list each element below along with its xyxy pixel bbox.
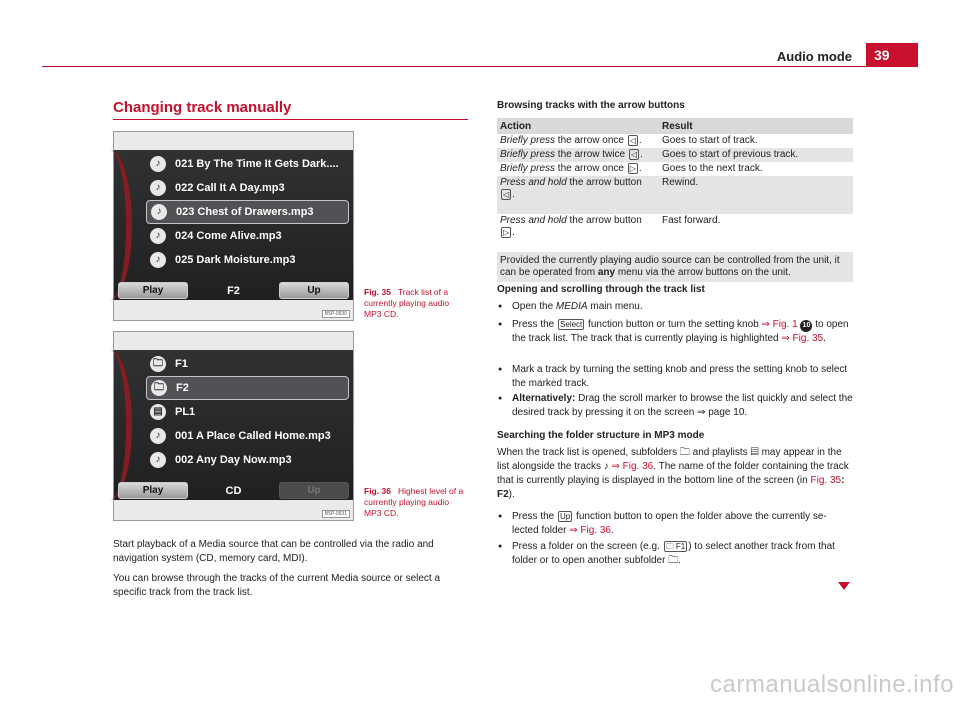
- folder-name: : F2: [497, 475, 845, 500]
- figure-number: Fig. 35: [364, 287, 391, 297]
- folder-structure-paragraph: [497, 446, 853, 502]
- figure-reference-link[interactable]: ⇒ Fig. 36: [569, 525, 611, 536]
- list-item-label: 002 Any Day Now.mp3: [175, 454, 292, 466]
- folder-icon: 🗀: [150, 356, 166, 372]
- music-note-icon: ♪: [150, 428, 166, 444]
- section-heading: Changing track manually: [113, 99, 292, 116]
- bullet-press-select: ● Press the Select function button or turn the setting knob ⇒ Fig. 1 10 to open the track list. The track that is currently playing is highlighted ⇒ Fig. 35.: [497, 318, 853, 346]
- figure-caption: [364, 287, 466, 320]
- arrow-right-key-icon: ▷: [629, 164, 636, 173]
- action-text: the arrow twice: [555, 149, 628, 160]
- arrow-left-key-icon: ◁: [503, 190, 510, 199]
- list-item-label: 021 By The Time It Gets Dark....: [175, 158, 339, 170]
- action-text: the arrow once: [555, 163, 627, 174]
- figure-reference-link[interactable]: ⇒ Fig. 1: [761, 319, 798, 330]
- list-item-selected[interactable]: [146, 200, 349, 224]
- list-item[interactable]: [146, 248, 349, 272]
- figure-reference-link[interactable]: ⇒ Fig. 36: [611, 461, 654, 472]
- menu-name: MEDIA: [555, 301, 588, 312]
- up-button[interactable]: Up: [279, 282, 349, 299]
- subheading-search-folders: Searching the folder structure in MP3 mode: [497, 430, 705, 441]
- action-emphasis: Press and hold: [500, 215, 567, 226]
- bullet-open-media: [497, 300, 853, 314]
- play-button[interactable]: Play: [118, 282, 188, 299]
- bullet-press-up: ● Press the Up function button to open the folder above the currently se-lected folder ⇒ Fig. 36.: [497, 510, 853, 538]
- figure-35-screen: [113, 131, 354, 321]
- action-cell: Press and hold the arrow button ▷ .: [497, 214, 659, 252]
- table-row: [497, 148, 853, 162]
- screen-bottom-bar: [114, 281, 353, 300]
- list-item-label: 025 Dark Moisture.mp3: [175, 254, 296, 266]
- bullet-text: Open the: [512, 301, 556, 312]
- list-item[interactable]: [146, 352, 349, 376]
- current-folder-label: F2: [227, 284, 240, 297]
- screen-bottom-bar: [114, 481, 353, 500]
- subheading-open-track-list: Opening and scrolling through the track list: [497, 284, 705, 295]
- note-text: Provided the currently playing audio source can be controlled from the unit, it can be operated from: [500, 255, 840, 278]
- intro-paragraph: Start playback of a Media source that can be controlled via the radio and navigation system (CD, memory card, MDI).: [113, 539, 434, 564]
- folder-icon: 🗀: [679, 447, 690, 458]
- list-item[interactable]: [146, 176, 349, 200]
- list-item-selected[interactable]: [146, 376, 349, 400]
- note-text: menu via the arrow buttons on the unit.: [615, 267, 791, 278]
- list-item-label: 001 A Place Called Home.mp3: [175, 430, 331, 442]
- action-text: the arrow button: [566, 215, 642, 226]
- figure-caption-text: Highest level of a currently playing audio MP3 CD.: [364, 486, 464, 518]
- section-title: Audio mode: [776, 49, 852, 64]
- up-key-icon: Up: [560, 512, 571, 521]
- music-note-icon: ♪: [150, 228, 166, 244]
- table-row: [497, 214, 853, 252]
- list-item-label: 023 Chest of Drawers.mp3: [176, 206, 314, 218]
- figure-reference-link[interactable]: ⇒ Fig. 35: [781, 333, 824, 344]
- action-emphasis: Briefly press: [500, 149, 556, 160]
- bullet-text: main menu.: [587, 301, 643, 312]
- table-note-row: [497, 252, 853, 282]
- watermark: carmanualsonline.info: [710, 671, 954, 698]
- paragraph-text: . The name of the folder containing the track that is currently playing is displayed in the bottom line of the screen (in: [497, 461, 849, 486]
- paragraph-text: When the track list is opened, subfolders: [497, 447, 680, 458]
- folder-key-icon: 🗀 F1: [665, 542, 686, 551]
- table-heading: Browsing tracks with the arrow buttons: [497, 100, 685, 111]
- playlist-icon: ▤: [750, 447, 759, 458]
- display-arc: [88, 150, 132, 300]
- note-emphasis: any: [597, 267, 616, 278]
- list-item-label: 024 Come Alive.mp3: [175, 230, 282, 242]
- list-item-label: PL1: [175, 406, 196, 418]
- music-note-icon: ♪: [150, 452, 166, 468]
- action-cell: Briefly press the arrow once ◁ .: [497, 134, 659, 148]
- display-arc: [88, 350, 132, 500]
- track-list: [146, 152, 349, 272]
- arrow-left-key-icon: ◁: [630, 150, 637, 159]
- list-item[interactable]: [146, 400, 349, 424]
- bullet-text: Press a folder on the screen (e.g.: [512, 541, 663, 552]
- up-button[interactable]: Up: [279, 482, 349, 499]
- figure-36-screen: [113, 331, 354, 521]
- list-item-label: F2: [176, 382, 189, 394]
- header-rule: [42, 66, 918, 67]
- bullet-text: Press the: [512, 511, 558, 522]
- playlist-icon: ▤: [150, 404, 166, 420]
- intro-paragraph: You can browse through the tracks of the current Media source or select a specific track from the track list.: [113, 573, 441, 598]
- figure-caption-text: Track list of a currently playing audio MP3 CD.: [364, 287, 450, 319]
- list-item[interactable]: [146, 152, 349, 176]
- bullet-press-folder: ● Press a folder on the screen (e.g. 🗀 F1 ) to select another track from that folder or to open another subfolder 🗀.: [497, 540, 853, 568]
- figure-caption: [364, 486, 466, 519]
- folder-icon: 🗀: [668, 555, 679, 566]
- bullet-text: to open the track list. The track that is currently playing is highlighted: [512, 319, 849, 344]
- figure-number: Fig. 36: [364, 486, 391, 496]
- action-cell: Press and hold the arrow button ◁ .: [497, 176, 659, 214]
- display-panel: [114, 150, 353, 300]
- list-item-label: F1: [175, 358, 188, 370]
- list-item[interactable]: [146, 448, 349, 472]
- column-header-action: Action: [497, 118, 659, 134]
- folder-list: [146, 352, 349, 472]
- bullet-text: Drag the scroll marker to browse the list quickly and select the desired track by pressing it on the screen ⇒ page 10.: [512, 393, 853, 418]
- bullet-emphasis: Alternatively:: [512, 393, 576, 404]
- music-note-icon: ♪: [150, 180, 166, 196]
- select-key-icon: Select: [560, 320, 583, 329]
- list-item-label: 022 Call It A Day.mp3: [175, 182, 285, 194]
- figure-code: B5P-0531: [322, 510, 350, 518]
- continue-arrow-icon: [838, 582, 850, 590]
- music-note-icon: ♪: [150, 252, 166, 268]
- bullet-alternatively: [497, 392, 853, 420]
- bullet-mark-track: ● Mark a track by turning the setting knob and press the setting knob to select the marked track.: [497, 363, 853, 391]
- action-text: the arrow button: [566, 177, 642, 188]
- table-row: [497, 162, 853, 176]
- list-item[interactable]: [146, 424, 349, 448]
- bullet-text: Press the: [512, 319, 558, 330]
- callout-number-icon: 10: [800, 320, 812, 332]
- action-cell: Briefly press the arrow twice ◁ .: [497, 148, 659, 162]
- current-folder-label: CD: [225, 484, 242, 497]
- action-emphasis: Briefly press: [500, 135, 556, 146]
- display-panel: [114, 350, 353, 500]
- page-number: 39: [866, 43, 918, 67]
- bullet-text: ) to select another track from that folder or to open another subfolder: [512, 541, 835, 566]
- paragraph-text: and playlists: [689, 447, 751, 458]
- figure-reference-link[interactable]: Fig. 35: [810, 475, 842, 486]
- list-item[interactable]: [146, 224, 349, 248]
- play-button[interactable]: Play: [118, 482, 188, 499]
- arrow-right-key-icon: ▷: [503, 228, 510, 237]
- result-cell: Goes to start of previous track.: [659, 148, 853, 162]
- action-emphasis: Press and hold: [500, 177, 567, 188]
- action-emphasis: Briefly press: [500, 163, 556, 174]
- folder-icon: 🗀: [151, 380, 167, 396]
- paragraph-text: ).: [508, 489, 515, 500]
- bullet-text: function button to open the folder above the currently se-lected folder: [512, 511, 827, 536]
- figure-code: B5P-0530: [322, 310, 350, 318]
- arrow-left-key-icon: ◁: [629, 136, 636, 145]
- arrow-buttons-table: [497, 118, 853, 282]
- result-cell: Fast forward.: [659, 214, 853, 252]
- result-cell: Goes to the next track.: [659, 162, 853, 176]
- table-header-row: [497, 118, 853, 134]
- action-cell: Briefly press the arrow once ▷ .: [497, 162, 659, 176]
- heading-rule: [113, 119, 468, 120]
- music-note-icon: ♪: [603, 461, 609, 472]
- music-note-icon: ♪: [150, 156, 166, 172]
- action-text: the arrow once: [555, 135, 627, 146]
- table-row: [497, 134, 853, 148]
- table-note: [497, 252, 853, 282]
- result-cell: Rewind.: [659, 176, 853, 214]
- column-header-result: Result: [659, 118, 853, 134]
- result-cell: Goes to start of track.: [659, 134, 853, 148]
- bullet-text: function button or turn the setting knob: [585, 319, 762, 330]
- paragraph-text: may appear in the list alongside the tracks: [497, 447, 842, 472]
- music-note-icon: ♪: [151, 204, 167, 220]
- table-row: [497, 176, 853, 214]
